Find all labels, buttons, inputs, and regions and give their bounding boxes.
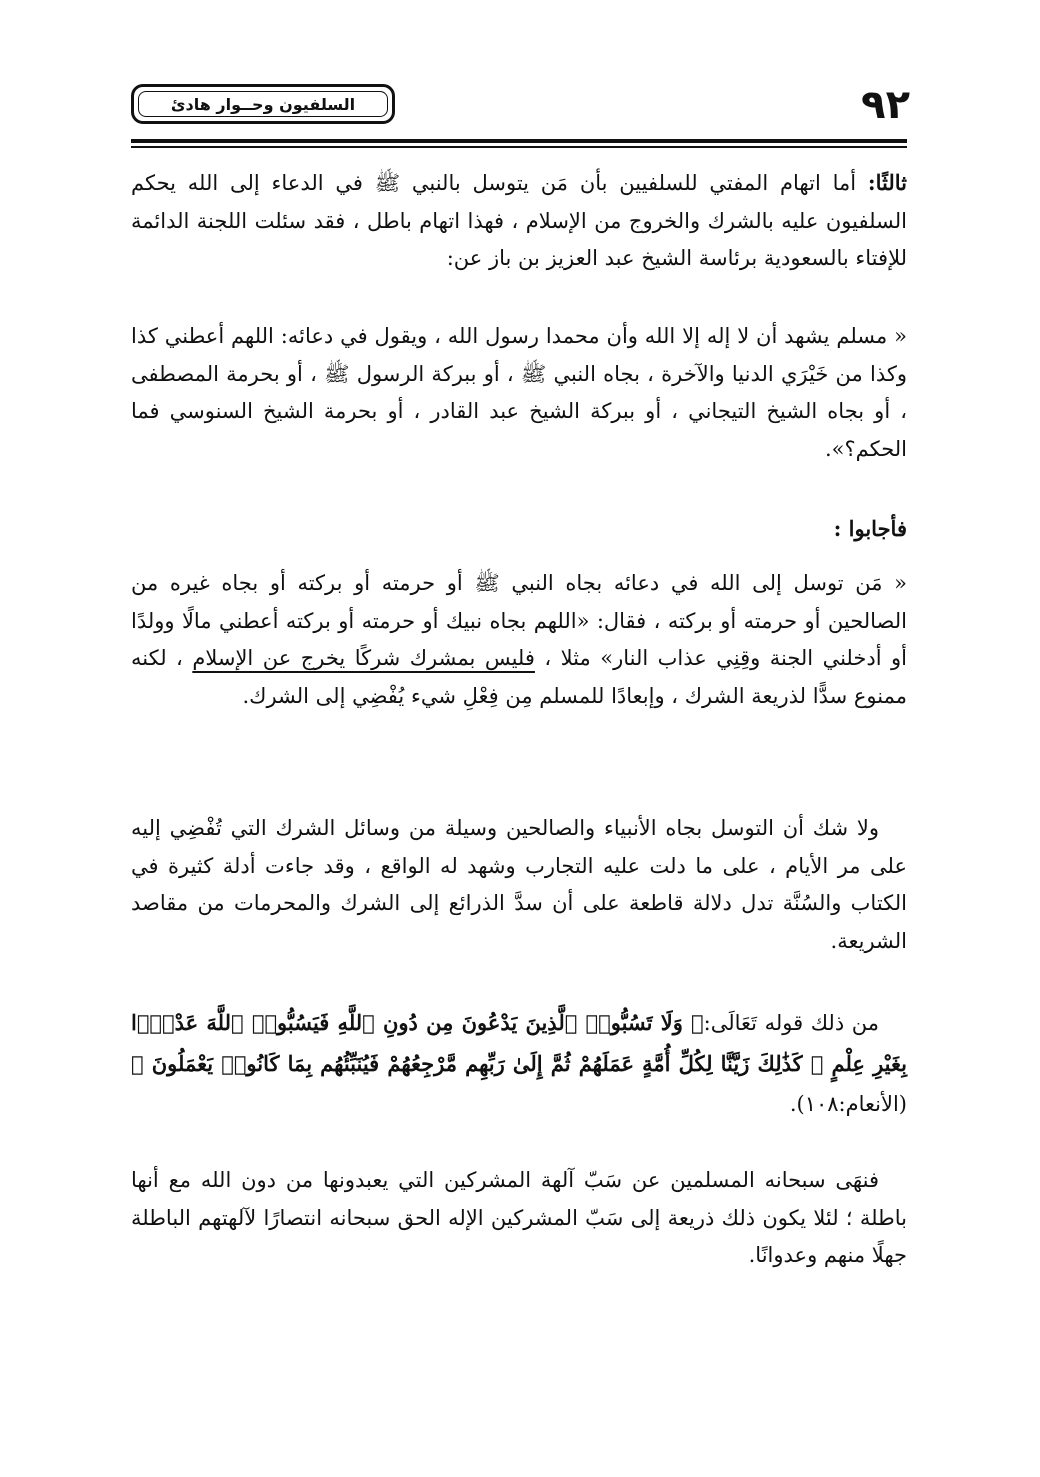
paragraph-no-doubt — [131, 810, 907, 960]
paragraph-text: أما اتهام المفتي للسلفيين بأن مَن يتوسل بالنبي ﷺ في الدعاء إلى الله يحكم السلفيون عليه بالشرك والخروج من الإسلام ، فهذا اتهام باطل ، فقد سئلت اللجنة الدائمة للإفتاء بالسعودية برئاسة الشيخ عبد العزيز بن باز عن: — [131, 171, 907, 270]
verse-intro: من ذلك قوله تَعَالَى: — [703, 1011, 879, 1035]
paragraph-text: ، لكنه ممنوع سدًّا لذريعة الشرك ، وإبعادًا للمسلم مِن فِعْلِ شيء يُفْضِي إلى الشرك. — [131, 646, 907, 708]
book-title-frame — [131, 84, 395, 124]
header-rule-thin — [131, 146, 907, 148]
paragraph-text: فنهَى سبحانه المسلمين عن سَبّ آلهة المشركين التي يعبدونها من دون الله مع أنها باطلة ؛ لئلا يكون ذلك ذريعة إلى سَبّ المشركين الإله الحق سبحانه انتصارًا لآلهتهم الباطلة جهلًا منهم وعدوانًا. — [131, 1168, 907, 1267]
paragraph-quran-verse — [131, 1003, 907, 1125]
quran-verse: ﴿ وَلَا تَسُبُّوا۟ ٱلَّذِينَ يَدْعُونَ مِن دُونِ ٱللَّهِ فَيَسُبُّوا۟ ٱللَّهَ عَدْوًۢا بِغَيْرِ عِلْمٍ ۗ كَذَٰلِكَ زَيَّنَّا لِكُلِّ أُمَّةٍ عَمَلَهُمْ ثُمَّ إِلَىٰ رَبِّهِم مَّرْجِعُهُمْ فَيُنَبِّئُهُم بِمَا كَانُوا۟ يَعْمَلُونَ ﴾ — [131, 1010, 907, 1076]
book-title: السلفيون وحــوار هادئ — [170, 94, 356, 114]
paragraph-text: « مَن توسل إلى الله في دعائه بجاه النبي ﷺ أو حرمته أو بركته أو بجاه غيره من الصالحين أو حرمته أو بركته ، فقال: «اللهم بجاه نبيك أو حرمته أو بركته أعطني مالًا وولدًا أو أدخلني الجنة وقِنِي عذاب النار» مثلا ، — [131, 571, 907, 670]
underlined-ruling: فليس بمشرك شركًا يخرج عن الإسلام — [192, 646, 535, 670]
page-number: ٩٢ — [861, 82, 910, 128]
paragraph-explanation — [131, 1162, 907, 1275]
paragraph-question-quote — [131, 318, 907, 468]
paragraph-text: ولا شك أن التوسل بجاه الأنبياء والصالحين وسيلة من وسائل الشرك التي تُفْضِي إليه على مر الأيام ، على ما دلت عليه التجارب وشهد له الواقع ، وقد جاءت أدلة كثيرة في الكتاب والسُنَّة تدل دلالة قاطعة على أن سدَّ الذرائع إلى الشرك والمحرمات من مقاصد الشريعة. — [131, 816, 907, 953]
header-rule-thick — [131, 139, 907, 143]
paragraph-thirdly — [131, 164, 907, 278]
paragraph-text: « مسلم يشهد أن لا إله إلا الله وأن محمدا رسول الله ، ويقول في دعائه: اللهم أعطني كذا وكذا من خَيْرَي الدنيا والآخرة ، بجاه النبي ﷺ ، أو ببركة الرسول ﷺ ، أو بحرمة المصطفى ، أو بجاه الشيخ التيجاني ، أو ببركة الشيخ عبد القادر ، أو بحرمة الشيخ السنوسي فما الحكم؟». — [131, 324, 907, 461]
paragraph-lead-word: ثالثًا: — [867, 170, 907, 195]
book-title-inner-frame — [138, 91, 388, 117]
verse-citation: (الأنعام:١٠٨). — [789, 1092, 907, 1116]
paragraph-fatwa-answer — [131, 565, 907, 715]
answer-heading: فأجابوا : — [833, 516, 907, 541]
